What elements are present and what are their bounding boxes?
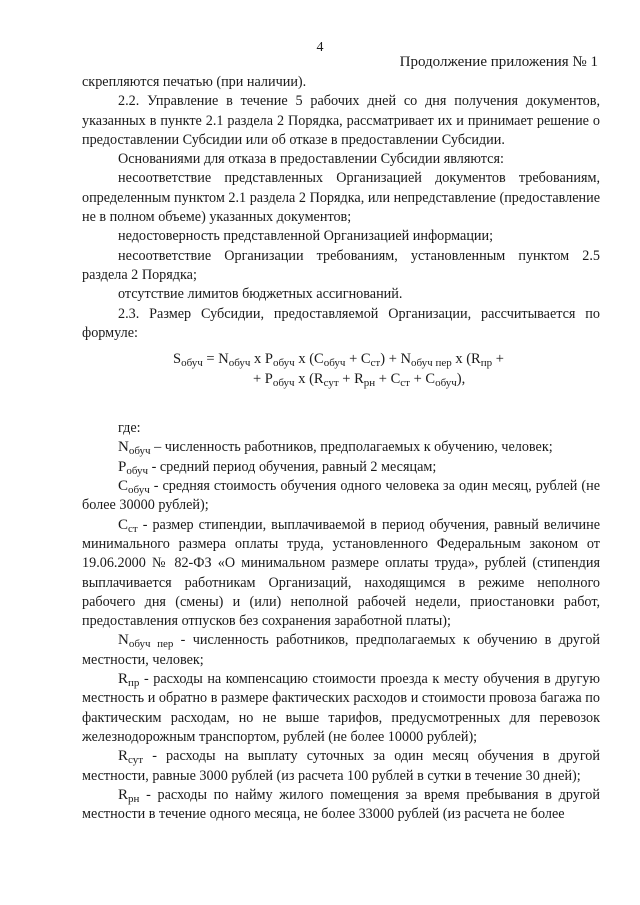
formula-sub: обуч пер bbox=[410, 357, 452, 370]
definition-item bbox=[82, 631, 600, 670]
formula-part: = N bbox=[202, 351, 229, 368]
def-subscript: обуч bbox=[128, 484, 150, 497]
formula-part: + C bbox=[345, 351, 371, 368]
def-symbol: C bbox=[118, 478, 129, 495]
paragraph: несоответствие Организации требованиям, установленным пунктом 2.5 раздела 2 Порядка; bbox=[82, 247, 600, 283]
def-subscript: пр bbox=[128, 677, 140, 690]
appendix-label: Продолжение приложения № 1 bbox=[399, 54, 598, 70]
formula-part: х P bbox=[250, 351, 273, 368]
def-symbol: N bbox=[118, 439, 129, 456]
def-symbol: R bbox=[118, 748, 129, 765]
paragraph: 2.3. Размер Субсидии, предоставляемой Организации, рассчитывается по формуле: bbox=[82, 305, 600, 341]
formula-part: + P bbox=[253, 371, 273, 388]
paragraph: отсутствие лимитов бюджетных ассигнований. bbox=[118, 286, 403, 303]
where-label: где: bbox=[118, 420, 141, 437]
formula-part: S bbox=[173, 351, 182, 368]
formula-line-1 bbox=[82, 349, 600, 369]
paragraph: 2.2. Управление в течение 5 рабочих дней со дня получения документов, указанных в пункте 2.1 раздела 2 Порядка, рассматривает их и принимает решение о предоставлении Субсидии или об отказе в предоставлении Субсидии. bbox=[82, 93, 600, 148]
subsidy-formula bbox=[82, 349, 600, 389]
paragraph: недостоверность представленной Организацией информации; bbox=[118, 228, 494, 245]
formula-sub: обуч bbox=[273, 357, 295, 370]
formula-sub: рн bbox=[363, 377, 376, 390]
def-subscript: сут bbox=[128, 754, 144, 767]
definition-item bbox=[82, 438, 600, 457]
paragraph: Основаниями для отказа в предоставлении Субсидии являются: bbox=[118, 151, 504, 168]
def-text: - расходы по найму жилого помещения за время пребывания в другой местности в течение одного месяца, не более 33000 рублей (из расчета не более bbox=[82, 786, 600, 823]
def-subscript: обуч bbox=[126, 464, 149, 477]
paragraph: несоответствие представленных Организацией документов требованиям, определенным пунктом 2.1 раздела 2 Порядка, или непредставление (предоставление не в полном объеме) указанных документов; bbox=[82, 170, 600, 226]
definition-item bbox=[82, 670, 600, 747]
document-body bbox=[82, 73, 600, 824]
def-symbol: R bbox=[118, 671, 129, 688]
formula-sub: ст bbox=[370, 357, 381, 370]
def-text: - размер стипендии, выплачиваемой в период обучения, равный величине минимального размера оплаты труда, установленного Федеральным законом от 19.06.2000 № 82-ФЗ «О минимальном размере оплаты труда», рублей (стипендия выплачивается работникам Организаций, находящимся в режиме неполного рабочего дня (смены) и (или) неполной рабочей недели, приостановки работ, предоставления отпусков без сохранения заработной платы); bbox=[82, 516, 600, 630]
def-symbol: C bbox=[118, 516, 129, 533]
formula-part: + C bbox=[375, 371, 401, 388]
formula-part: х (R bbox=[451, 351, 481, 368]
formula-sub: ст bbox=[400, 377, 410, 390]
formula-sub: обуч bbox=[272, 377, 295, 390]
def-text: - расходы на компенсацию стоимости проезда к месту обучения в другую местность и обратно в размере фактических расходов и стоимости провоза багажа по фактическим расходам, но не выше тарифов, предусмотренных для перевозок железнодорожным транспортом, рублей (не более 10000 рублей); bbox=[82, 671, 600, 745]
definition-item bbox=[82, 516, 600, 632]
definition-item bbox=[82, 747, 600, 786]
formula-sub: обуч bbox=[435, 377, 457, 390]
formula-part: ), bbox=[456, 371, 466, 388]
page-number: 4 bbox=[316, 40, 324, 55]
formula-part: + R bbox=[338, 371, 364, 388]
formula-part: х (R bbox=[294, 371, 324, 388]
formula-part: х (C bbox=[294, 351, 324, 368]
formula-sub: обуч bbox=[181, 357, 203, 370]
paragraph: скрепляются печатью (при наличии). bbox=[82, 74, 307, 90]
formula-sub: сут bbox=[323, 377, 339, 390]
def-symbol: N bbox=[118, 632, 129, 649]
formula-part: + bbox=[492, 351, 504, 368]
formula-sub: обуч bbox=[323, 357, 346, 370]
formula-line-2 bbox=[82, 369, 600, 389]
def-subscript: рн bbox=[128, 792, 140, 805]
definition-item bbox=[82, 458, 600, 477]
def-symbol: P bbox=[118, 458, 127, 475]
def-text: - средний период обучения, равный 2 месяцам; bbox=[148, 458, 437, 475]
def-subscript: обуч пер bbox=[128, 638, 174, 651]
definition-item bbox=[82, 786, 600, 825]
definition-item bbox=[82, 477, 600, 516]
def-text: – численность работников, предполагаемых к обучению, человек; bbox=[150, 439, 553, 456]
def-text: - средняя стоимость обучения одного человека за один месяц, рублей (не более 30000 рублей); bbox=[82, 478, 600, 514]
def-text: - расходы на выплату суточных за один месяц обучения в другой местности, равные 3000 рублей (из расчета 100 рублей в сутки в течение 30 дней); bbox=[82, 748, 600, 784]
formula-part: + C bbox=[409, 371, 436, 388]
def-subscript: обуч bbox=[128, 445, 151, 458]
def-symbol: R bbox=[118, 786, 129, 803]
formula-sub: пр bbox=[480, 357, 493, 370]
formula-part: ) + N bbox=[380, 351, 411, 368]
formula-sub: обуч bbox=[228, 357, 251, 370]
def-subscript: ст bbox=[128, 522, 138, 535]
def-text: - численность работников, предполагаемых к обучению в другой местности, человек; bbox=[82, 632, 601, 668]
